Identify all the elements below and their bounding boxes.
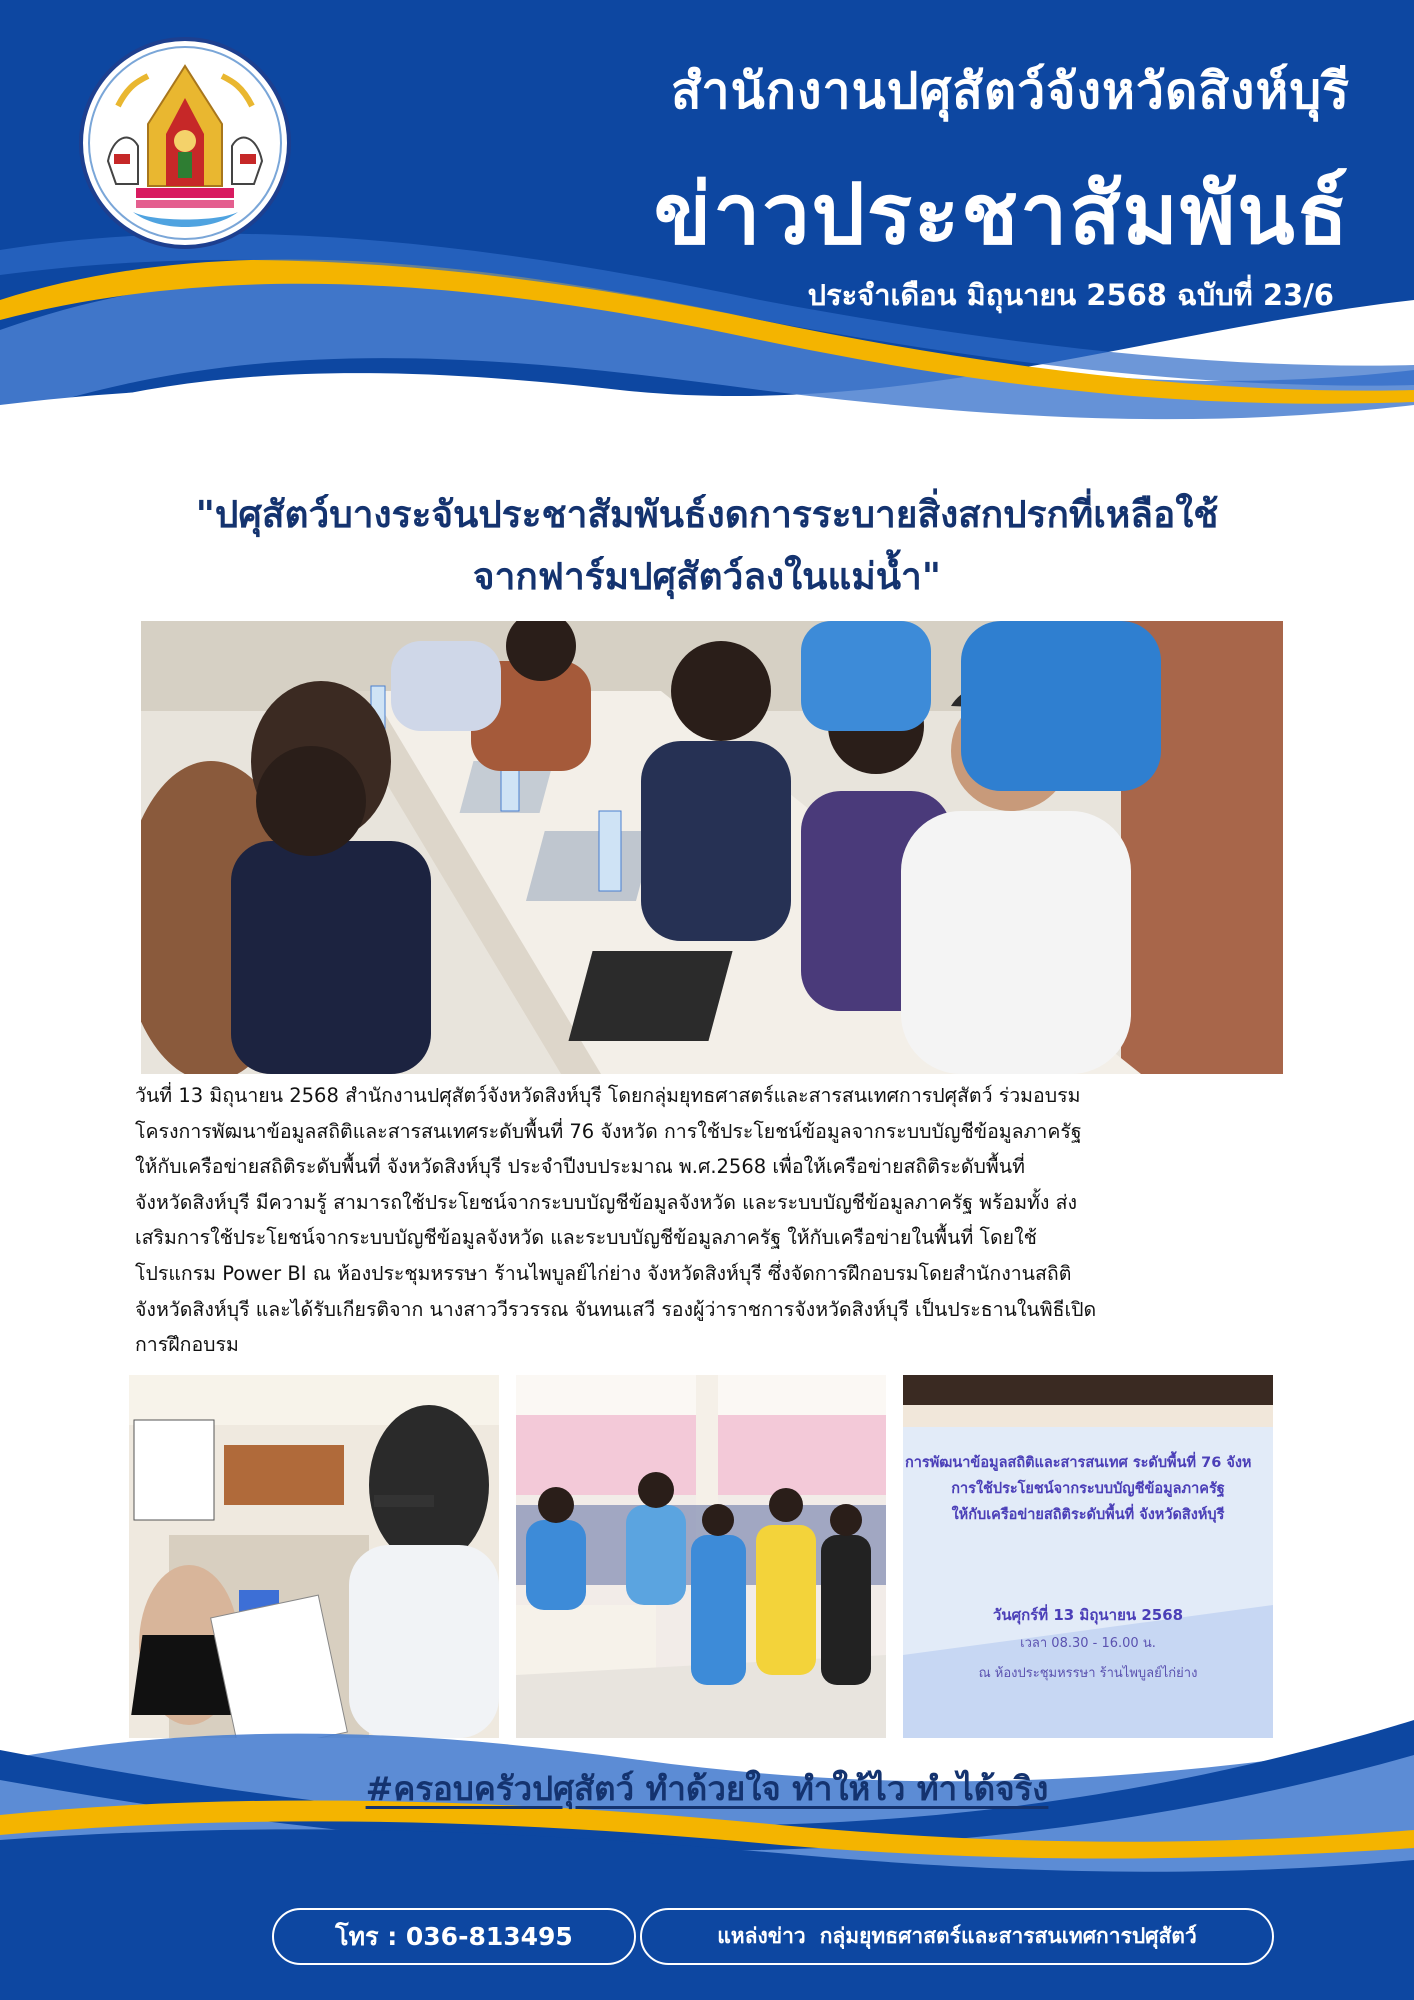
body-line: โครงการพัฒนาข้อมูลสถิติและสารสนเทศระดับพื้นที่ 76 จังหวัด การใช้ประโยชน์ข้อมูลจากระบบบัญชีข้อมูลภาครัฐ xyxy=(135,1119,1082,1143)
office-name: สำนักงานปศุสัตว์จังหวัดสิงห์บุรี xyxy=(671,62,1350,120)
photo-reading-document xyxy=(129,1375,499,1738)
newsletter-title: ข่าวประชาสัมพันธ์ xyxy=(653,165,1350,263)
issue-line: ประจำเดือน มิถุนายน 2568 ฉบับที่ 23/6 xyxy=(807,278,1334,312)
source-value: กลุ่มยุทธศาสตร์และสารสนเทศการปศุสัตว์ xyxy=(819,1924,1197,1948)
body-line: ให้กับเครือข่ายสถิติระดับพื้นที่ จังหวัดสิงห์บุรี ประจำปีงบประมาณ พ.ศ.2568 เพื่อให้เครือข่ายสถิติระดับพื้นที่ xyxy=(135,1155,1025,1179)
slide-line-2: การใช้ประโยชน์จากระบบบัญชีข้อมูลภาครัฐ xyxy=(951,1481,1225,1497)
source-label: แหล่งข่าว xyxy=(717,1924,806,1948)
slide-title-block xyxy=(903,1450,1273,1528)
body-line: เสริมการใช้ประโยชน์จากระบบบัญชีข้อมูลจังหวัด และระบบบัญชีข้อมูลภาครัฐ ให้กับเครือข่ายในพื้นที่ โดยใช้ xyxy=(135,1226,1037,1250)
body-line: การฝึกอบรม xyxy=(135,1333,239,1357)
article-body xyxy=(135,1078,1285,1363)
article-headline xyxy=(100,484,1314,608)
body-line: จังหวัดสิงห์บุรี มีความรู้ สามารถใช้ประโยชน์จากระบบบัญชีข้อมูลจังหวัด และระบบบัญชีข้อมูลภาครัฐ พร้อมทั้ง ส่ง xyxy=(135,1190,1078,1214)
phone-contact: โทร : 036-813495 xyxy=(272,1908,636,1965)
photo-presentation-slide xyxy=(903,1375,1273,1738)
photo-group xyxy=(516,1375,886,1738)
main-event-photo xyxy=(141,621,1283,1074)
headline-line-2: จากฟาร์มปศุสัตว์ลงในแม่น้ำ" xyxy=(472,555,942,598)
headline-line-1: "ปศุสัตว์บางระจันประชาสัมพันธ์งดการระบายสิ่งสกปรกที่เหลือใช้ xyxy=(195,493,1219,536)
slide-line-3: ให้กับเครือข่ายสถิติระดับพื้นที่ จังหวัดสิงห์บุรี xyxy=(951,1507,1225,1523)
body-line: โปรแกรม Power BI ณ ห้องประชุมหรรษา ร้านไพบูลย์ไก่ย่าง จังหวัดสิงห์บุรี ซึ่งจัดการฝึกอบรมโดยสำนักงานสถิติ xyxy=(135,1261,1072,1285)
body-line: จังหวัดสิงห์บุรี และได้รับเกียรติจาก นางสาววีรวรรณ จันทนเสวี รองผู้ว่าราชการจังหวัดสิงห์บุรี เป็นประธานในพิธีเปิด xyxy=(135,1297,1097,1321)
provincial-seal-logo xyxy=(78,36,293,251)
news-source xyxy=(640,1908,1274,1965)
campaign-hashtag: #ครอบครัวปศุสัตว์ ทำด้วยใจ ทำให้ไว ทำได้จริง xyxy=(365,1769,1049,1808)
slide-line-1: การพัฒนาข้อมูลสถิติและสารสนเทศ ระดับพื้นที่ 76 จังห xyxy=(905,1455,1252,1471)
body-line: วันที่ 13 มิถุนายน 2568 สำนักงานปศุสัตว์จังหวัดสิงห์บุรี โดยกลุ่มยุทธศาสตร์และสารสนเทศการปศุสัตว์ ร่วมอบรม xyxy=(135,1084,1081,1107)
slide-time: เวลา 08.30 - 16.00 น. xyxy=(1020,1636,1156,1651)
slide-date: วันศุกร์ที่ 13 มิถุนายน 2568 xyxy=(992,1606,1184,1624)
slide-venue: ณ ห้องประชุมหรรษา ร้านไพบูลย์ไก่ย่าง xyxy=(978,1666,1198,1681)
